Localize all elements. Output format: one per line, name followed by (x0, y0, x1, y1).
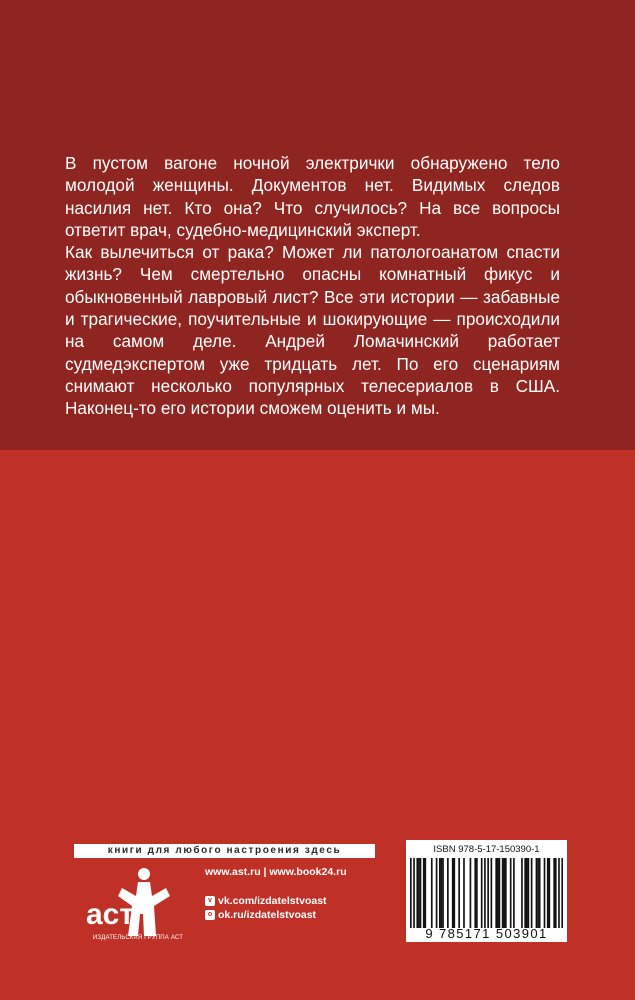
barcode-bar (423, 858, 425, 928)
barcode-bar (495, 858, 497, 928)
vk-icon: v (205, 896, 215, 906)
tagline-strip: книги для любого настроения здесь (74, 844, 375, 858)
barcode-bar (491, 858, 493, 928)
barcode-bar (416, 858, 418, 928)
barcode-bar (497, 858, 499, 928)
barcode-digits: 9 785171 503901 (425, 926, 548, 941)
barcode-bar (558, 858, 560, 928)
barcode (410, 858, 563, 928)
blurb-paragraph-1: В пустом вагоне ночной электрички обнаружено тело молодой женщины. Документов нет. Видимых следов насилия нет. Кто она? Что случилось? На все вопросы ответит врач, судебно-медицинский эксперт. (65, 153, 560, 240)
barcode-bar (476, 858, 478, 928)
blurb-paragraph-2: Как вылечиться от рака? Может ли патологоанатом спасти жизнь? Чем смертельно опасны комнатный фикус и обыкновенный лавровый лист? Все эти истории — забавные и трагические, поучительные и шокирующие — происходили на самом деле. Андрей Ломачинский работает судмедэкспертом уже тридцать лет. По его сценариям снимают несколько популярных телесериалов в США. Наконец-то его истории сможем оценить и мы. (65, 242, 560, 419)
barcode-bar (499, 858, 501, 928)
barcode-bar (537, 858, 539, 928)
barcode-bar (453, 858, 455, 928)
barcode-bar (531, 858, 533, 928)
barcode-bar (470, 858, 472, 928)
vk-link[interactable]: vk.com/izdatelstvoast (218, 895, 327, 907)
barcode-bar (524, 858, 526, 928)
barcode-bar (547, 858, 549, 928)
blurb-text (65, 152, 560, 420)
ok-link-row[interactable] (205, 909, 347, 921)
barcode-bar (521, 858, 523, 928)
barcode-bar (452, 858, 454, 928)
barcode-bar (513, 858, 515, 928)
barcode-bar (484, 858, 486, 928)
barcode-bar (418, 858, 420, 928)
barcode-bar (526, 858, 528, 928)
publisher-caption: ИЗДАТЕЛЬСКАЯ ГРУППА АСТ (92, 935, 184, 941)
barcode-bar (544, 858, 546, 928)
barcode-bar (420, 858, 422, 928)
barcode-bar (528, 858, 530, 928)
publisher-links (205, 866, 347, 923)
barcode-bar (474, 858, 476, 928)
barcode-bar (510, 858, 512, 928)
barcode-bar (503, 858, 505, 928)
vk-link-row[interactable] (205, 895, 347, 907)
barcode-bar (553, 858, 555, 928)
ok-link[interactable]: ok.ru/izdatelstvoast (218, 909, 317, 921)
barcode-bar (436, 858, 438, 928)
barcode-bar (555, 858, 557, 928)
logo-wordmark: аст (86, 898, 135, 931)
barcode-bar (549, 858, 551, 928)
barcode-bar (505, 858, 507, 928)
website-links[interactable]: www.ast.ru | www.book24.ru (205, 866, 347, 878)
barcode-bar (536, 858, 538, 928)
barcode-bar (441, 858, 443, 928)
barcode-bar (487, 858, 489, 928)
barcode-bar (424, 858, 426, 928)
barcode-bar (502, 858, 504, 928)
barcode-bar (413, 858, 415, 928)
barcode-bar (481, 858, 483, 928)
publisher-logo (82, 866, 192, 946)
barcode-bar (431, 858, 433, 928)
barcode-bar (442, 858, 444, 928)
ok-icon: o (205, 910, 215, 920)
isbn-barcode-box (406, 840, 567, 942)
barcode-bar (458, 858, 460, 928)
barcode-bar (447, 858, 449, 928)
barcode-bar (439, 858, 441, 928)
barcode-bar (561, 858, 563, 928)
barcode-bar (410, 858, 412, 928)
barcode-bar (539, 858, 541, 928)
isbn-label: ISBN 978-5-17-150390-1 (433, 844, 540, 855)
barcode-bar (463, 858, 465, 928)
